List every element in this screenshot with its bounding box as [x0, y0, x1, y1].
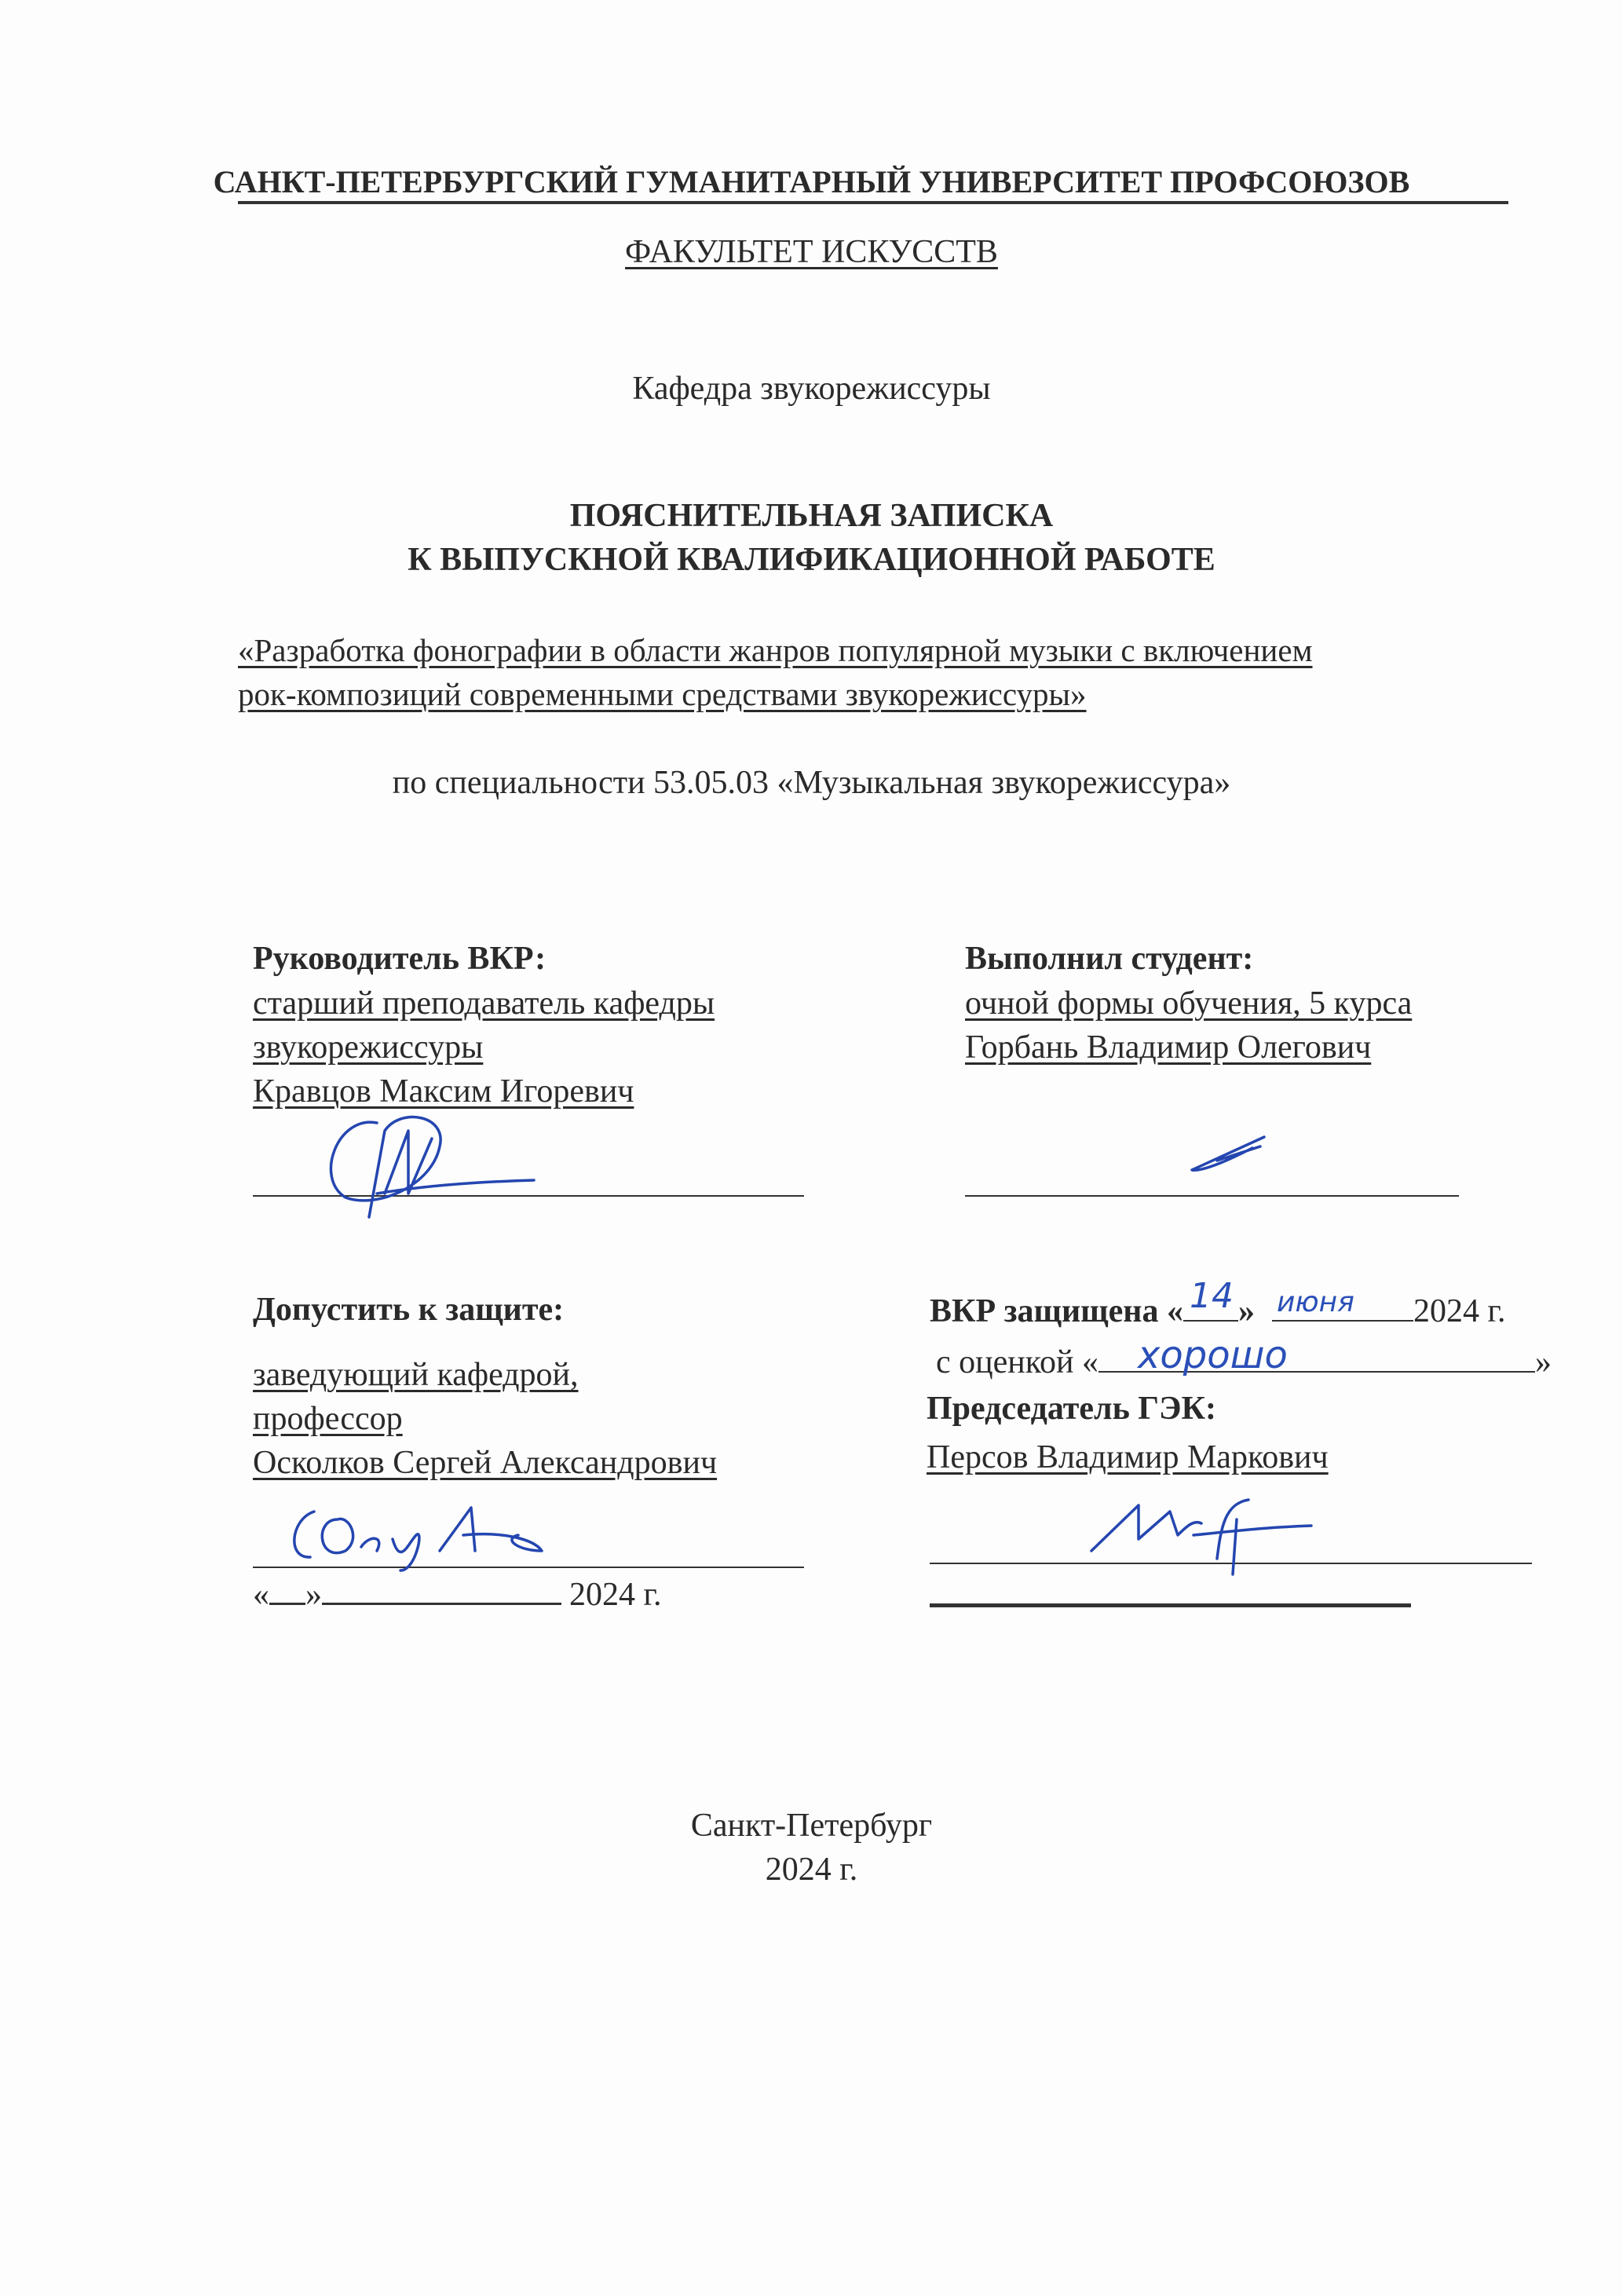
- chair-bottom-line: [930, 1603, 1411, 1607]
- header-divider: [238, 201, 1508, 204]
- admission-signature: [283, 1496, 612, 1574]
- specialty: по специальности 53.05.03 «Музыкальная звукорежиссура»: [392, 765, 1231, 801]
- supervisor-position-1: старший преподаватель кафедры: [253, 985, 715, 1022]
- student-signature: [1186, 1131, 1280, 1178]
- admission-date: [253, 1578, 662, 1611]
- supervisor-heading: Руководитель ВКР:: [253, 941, 546, 977]
- defense-year: 2024 г.: [1413, 1293, 1506, 1329]
- supervisor-name: Кравцов Максим Игоревич: [253, 1073, 634, 1110]
- grade-value: хорошо: [1138, 1333, 1288, 1377]
- admission-heading: Допустить к защите:: [253, 1292, 565, 1328]
- doc-title-line1: ПОЯСНИТЕЛЬНАЯ ЗАПИСКА: [569, 498, 1054, 534]
- footer-city: Санкт-Петербург: [690, 1808, 933, 1844]
- defense-quote-close: »: [1237, 1293, 1255, 1329]
- grade-label: с оценкой «: [936, 1344, 1098, 1380]
- supervisor-signature: [306, 1099, 542, 1217]
- admission-name: Осколков Сергей Александрович: [253, 1445, 718, 1481]
- defense-label: ВКР защищена «: [930, 1293, 1183, 1329]
- defense-month: июня: [1276, 1286, 1354, 1318]
- chair-signature: [1084, 1496, 1335, 1582]
- faculty-name: ФАКУЛЬТЕТ ИСКУССТВ: [625, 234, 998, 270]
- student-info: очной формы обучения, 5 курса: [965, 985, 1413, 1022]
- admission-position-2: профессор: [253, 1401, 403, 1437]
- supervisor-position-2: звукорежиссуры: [253, 1029, 484, 1066]
- grade-close-quote: »: [1535, 1344, 1552, 1380]
- topic-line1: «Разработка фонографии в области жанров популярной музыки с включением: [238, 632, 1313, 668]
- student-heading: Выполнил студент:: [965, 941, 1254, 977]
- university-name: САНКТ-ПЕТЕРБУРГСКИЙ ГУМАНИТАРНЫЙ УНИВЕРСИТЕТ ПРОФСОЮЗОВ: [213, 164, 1410, 199]
- footer-year: 2024 г.: [765, 1852, 858, 1888]
- date-open-quote: «: [253, 1577, 269, 1613]
- department-name: Кафедра звукорежиссуры: [632, 371, 991, 407]
- topic-line2: рок-композиций современными средствами звукорежиссуры»: [238, 676, 1087, 712]
- defense-day: 14: [1189, 1276, 1234, 1316]
- chair-name: Персов Владимир Маркович: [927, 1439, 1329, 1475]
- admission-year: 2024 г.: [569, 1577, 662, 1613]
- chair-heading: Председатель ГЭК:: [927, 1391, 1216, 1427]
- defense-grade: [936, 1333, 1552, 1380]
- student-name: Горбань Владимир Олегович: [965, 1029, 1372, 1066]
- admission-position-1: заведующий кафедрой,: [253, 1357, 579, 1393]
- defense-date: [930, 1276, 1506, 1329]
- doc-title-line2: К ВЫПУСКНОЙ КВАЛИФИКАЦИОННОЙ РАБОТЕ: [408, 542, 1215, 578]
- date-close-quote: »: [305, 1577, 322, 1613]
- student-signature-line: [965, 1195, 1459, 1197]
